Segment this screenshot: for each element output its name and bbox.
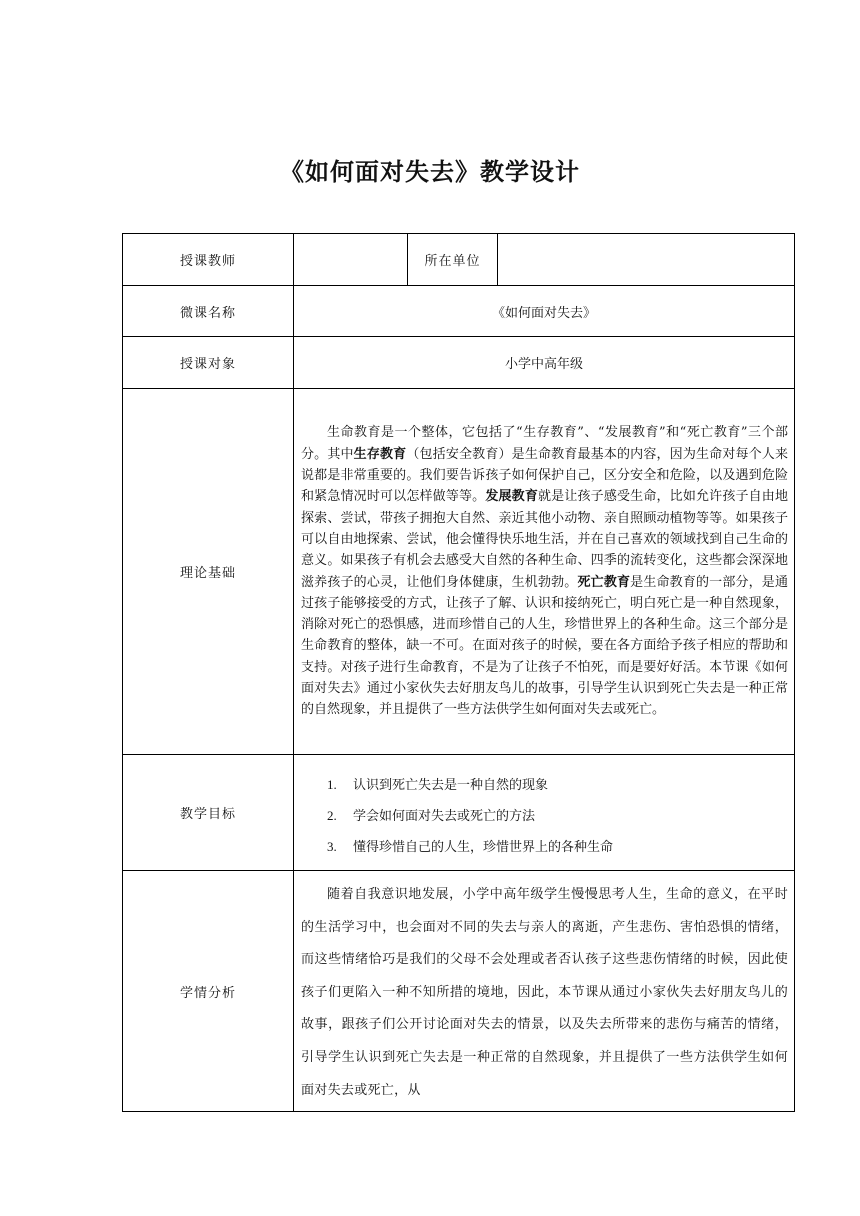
course-name-row xyxy=(123,286,795,337)
goal-number: 3. xyxy=(327,839,337,854)
theory-row xyxy=(123,389,795,755)
theory-label: 理论基础 xyxy=(123,389,294,755)
goal-item xyxy=(327,769,794,800)
goals-cell xyxy=(294,755,795,871)
goals-label: 教学目标 xyxy=(123,755,294,871)
goal-text: 懂得珍惜自己的人生，珍惜世界上的各种生命 xyxy=(353,840,614,855)
theory-text: 是生命教育的一部分，是通过孩子能够接受的方式，让孩子了解、认识和接纳死亡，明白死亡是一种自然现象，消除对死亡的恐惧感，进而珍惜自己的人生，珍惜世界上的各种生命。这三个部分是生命教育的整体，缺一不可。在面对孩子的时候，要在各方面给予孩子相应的帮助和支持。对孩子进行生命教育，不是为了让孩子不怕死，而是要好好活。本节课《如何面对失去》通过小家伙失去好朋友鸟儿的故事，引导学生认识到死亡失去是一种正常的自然现象，并且提供了一些方法供学生如何面对失去或死亡。 xyxy=(301,574,788,718)
theory-paragraph xyxy=(294,418,794,724)
theory-keyword: 死亡教育 xyxy=(577,574,631,590)
theory-text: 生命教育是一个整体，它包括了“生存教育”、“发展教育”和“死亡教育”三个部分。其中 xyxy=(301,425,788,462)
lesson-plan-table xyxy=(122,233,795,1112)
goals-list xyxy=(294,755,794,870)
analysis-label: 学情分析 xyxy=(123,871,294,1112)
audience-value: 小学中高年级 xyxy=(294,337,795,389)
goal-item xyxy=(327,831,794,862)
unit-label: 所在单位 xyxy=(408,234,498,286)
analysis-row xyxy=(123,871,795,1112)
theory-cell xyxy=(294,389,795,755)
goal-text: 认识到死亡失去是一种自然的现象 xyxy=(353,778,549,793)
analysis-cell xyxy=(294,871,795,1112)
analysis-paragraph: 随着自我意识地发展，小学中高年级学生慢慢思考人生，生命的意义，在平时的生活学习中，也会面对不同的失去与亲人的离逝，产生悲伤、害怕恐惧的情绪，而这些情绪恰巧是我们的父母不会处理或者否认孩子这些悲伤情绪的时候，因此使孩子们更陷入一种不知所措的境地，因此，本节课从通过小家伙失去好朋友鸟儿的故事，跟孩子们公开讨论面对失去的情景，以及失去所带来的悲伤与痛苦的情绪，引导学生认识到死亡失去是一种正常的自然现象，并且提供了一些方法供学生如何面对失去或死亡，从 xyxy=(301,887,788,1098)
theory-text: （包括安全教育）是生命教育最基本的内容，因为生命对每个人来说都是非常重要的。我们要告诉孩子如何保护自己，区分安全和危险，以及遇到危险和紧急情况时可以怎样做等等。 xyxy=(301,446,788,505)
goal-number: 1. xyxy=(327,777,337,792)
teacher-row xyxy=(123,234,795,286)
theory-keyword: 生存教育 xyxy=(353,446,407,462)
goals-row xyxy=(123,755,795,871)
teacher-value xyxy=(294,234,408,286)
unit-value xyxy=(498,234,795,286)
audience-row xyxy=(123,337,795,389)
course-name-label: 微课名称 xyxy=(123,286,294,337)
course-name-value: 《如何面对失去》 xyxy=(294,286,795,337)
document-title: 《如何面对失去》教学设计 xyxy=(280,158,580,186)
theory-text: 就是让孩子感受生命，比如允许孩子自由地探索、尝试，带孩子拥抱大自然、亲近其他小动物、亲自照顾动植物等等。如果孩子可以自由地探索、尝试，他会懂得快乐地生活，并在自己喜欢的领域找到自己生命的意义。如果孩子有机会去感受大自然的各种生命、四季的流转变化，这些都会深深地滋养孩子的心灵，让他们身体健康，生机勃勃。 xyxy=(301,489,788,590)
teacher-label: 授课教师 xyxy=(123,234,294,286)
goal-number: 2. xyxy=(327,808,337,823)
goal-item xyxy=(327,800,794,831)
goal-text: 学会如何面对失去或死亡的方法 xyxy=(353,809,536,824)
audience-label: 授课对象 xyxy=(123,337,294,389)
theory-keyword: 发展教育 xyxy=(485,489,538,505)
